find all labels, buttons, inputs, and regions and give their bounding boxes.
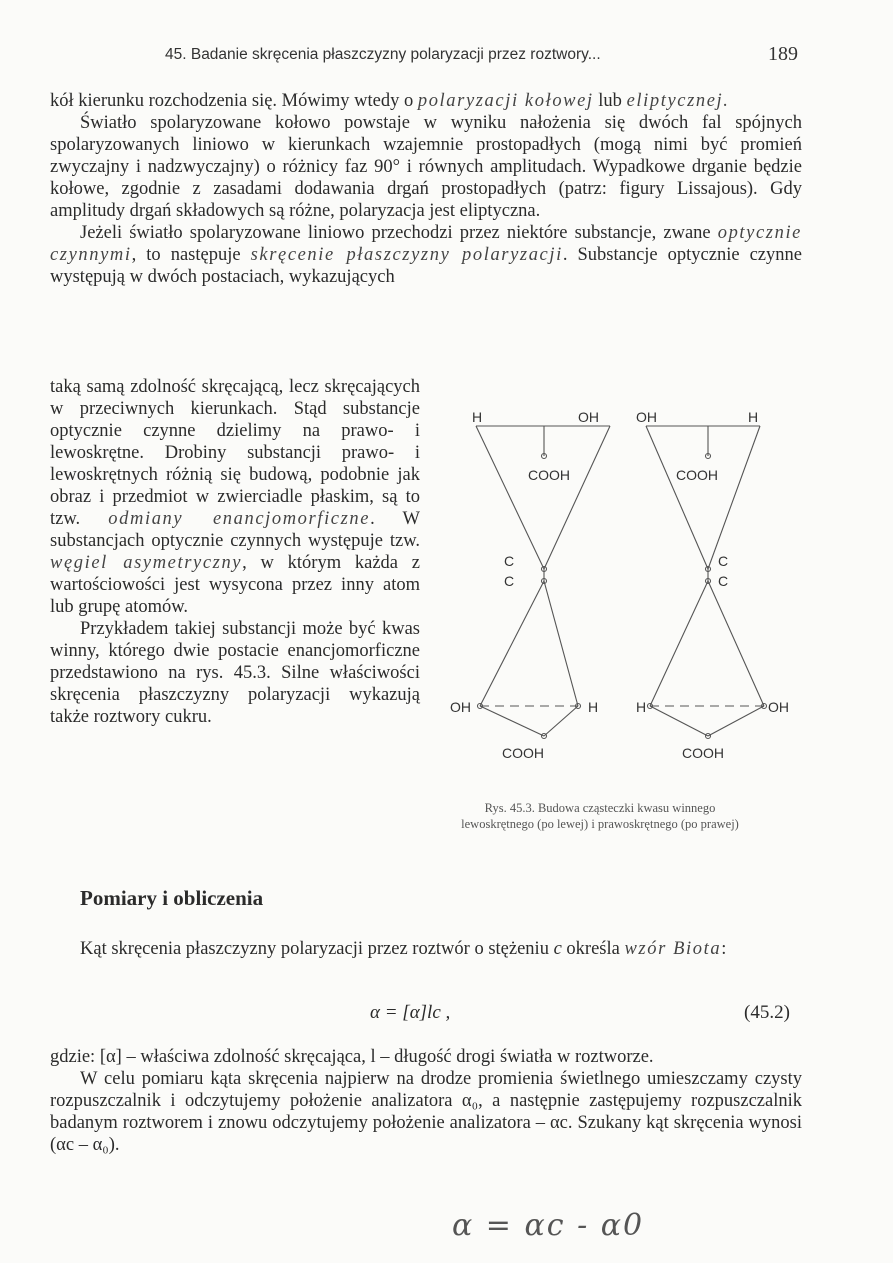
term-elliptical: eliptycznej. xyxy=(626,91,730,111)
text-column-left xyxy=(50,376,420,728)
paragraph-6: W celu pomiaru kąta skręcenia najpierw na drodze promienia świetlnego umieszczamy czysty rozpuszczalnik i odczytujemy położenie analizatora α₀, a następnie zastępujemy rozpuszczalnik badanym roztworem i znowu odczytujemy położenie analizatora – αc. Szukany kąt skręcenia wynosi (αc – α₀). xyxy=(50,1069,802,1155)
equation-number: (45.2) xyxy=(744,1002,790,1023)
right-label-cooh-top: COOH xyxy=(676,467,718,483)
term-rotation: skręcenie płaszczyzny polaryzacji xyxy=(250,245,563,265)
left-bottom-left-bond xyxy=(480,581,544,706)
left-bottom-right-bond xyxy=(544,581,578,706)
right-label-c-upper: C xyxy=(718,553,729,569)
tartaric-acid-figure xyxy=(440,400,800,780)
column-paragraph-2: Przykładem takiej substancji może być kwas winny, którego dwie postacie enancjomorficzne przedstawiono na rys. 45.3. Silne właściwości skręcenia płaszczyzny polaryzacji wykazują także roztwory cukru. xyxy=(50,619,420,727)
text-block-bottom xyxy=(50,1046,802,1156)
equation: α = [α]lc , xyxy=(370,1002,451,1023)
text-block-top xyxy=(50,90,802,288)
left-label-h-bottom: H xyxy=(588,699,599,715)
left-label-oh-bottom: OH xyxy=(450,699,471,715)
term-asymmetric-carbon: węgiel asymetryczny xyxy=(50,553,243,573)
left-label-c-upper: C xyxy=(504,553,515,569)
left-top-left-bond xyxy=(476,426,544,569)
term-enantiomorphic: odmiany enancjomorficzne xyxy=(108,509,371,529)
right-bottom-right-bond xyxy=(708,581,764,706)
left-base-right-bond xyxy=(544,706,578,736)
paragraph-5: gdzie: [α] – właściwa zdolność skręcająca, l – długość drogi światła w roztworze. xyxy=(50,1047,654,1067)
right-label-oh-top: OH xyxy=(636,409,657,425)
right-base-right-bond xyxy=(708,706,764,736)
page-number: 189 xyxy=(768,43,798,65)
right-top-left-bond xyxy=(646,426,708,569)
left-base-left-bond xyxy=(480,706,544,736)
right-label-h-bottom: H xyxy=(636,699,647,715)
column-paragraph-1: taką samą zdolność skręcającą, lecz skręcających w przeciwnych kierunkach. Stąd substancje optycznie czynne dzielimy na prawo- i lewoskrętne. Drobiny substancji prawo- i lewoskrętnych różnią się budową, podobnie jak obraz i przedmiot w zwierciadle płaskim, są to tzw. odmiany enancjomorficzne. W substancjach optycznie czynnych występuje tzw. węgiel asymetryczny, w którym każda z wartościowości jest wysycona przez inny atom lub grupę atomów. xyxy=(50,377,420,617)
left-label-cooh-top: COOH xyxy=(528,467,570,483)
right-base-left-bond xyxy=(650,706,708,736)
concentration-symbol: c xyxy=(553,939,562,959)
left-label-c-lower: C xyxy=(504,573,515,589)
section-title: Pomiary i obliczenia xyxy=(80,886,264,910)
right-label-oh-bottom: OH xyxy=(768,699,789,715)
figure-caption: Rys. 45.3. Budowa cząsteczki kwasu winnego lewoskrętnego (po lewej) i prawoskrętnego (po prawej) xyxy=(461,801,739,831)
term-biot-formula: wzór Biota xyxy=(624,939,722,959)
paragraph-2: Światło spolaryzowane kołowo powstaje w wyniku nałożenia się dwóch fal spójnych spolaryzowanych liniowo w kierunkach wzajemnie prostopadłych (mogą nimi być promień zwyczajny i nadzwyczajny) o różnicy faz 90° i równych amplitudach. Wypadkowe drganie będzie kołowe, zgodnie z zasadami dodawania drgań prostopadłych (patrz: figury Lissajous). Gdy amplitudy drgań składowych są różne, polaryzacja jest eliptyczna. xyxy=(50,113,802,221)
paragraph-3: Jeżeli światło spolaryzowane liniowo przechodzi przez niektóre substancje, zwane optycznie czynnymi, to następuje skręcenie płaszczyzny polaryzacji. Substancje optycznie czynne występują w dwóch postaciach, wykazujących xyxy=(50,223,802,287)
right-bottom-left-bond xyxy=(650,581,708,706)
right-label-c-lower: C xyxy=(718,573,729,589)
right-top-right-bond xyxy=(708,426,760,569)
term-circular-polarization: polaryzacji kołowej xyxy=(417,91,594,111)
paragraph-1: kół kierunku rozchodzenia się. Mówimy wtedy o polaryzacji kołowej lub eliptycznej. xyxy=(50,91,730,111)
left-label-h-top: H xyxy=(472,409,483,425)
running-title: 45. Badanie skręcenia płaszczyzny polaryzacji przez roztwory... xyxy=(165,46,601,63)
term-optically-active: optycznie czynnymi xyxy=(50,223,802,265)
paragraph-4: Kąt skręcenia płaszczyzny polaryzacji przez roztwór o stężeniu c określa wzór Biota: xyxy=(80,939,727,959)
left-top-right-bond xyxy=(544,426,610,569)
left-label-cooh-bottom: COOH xyxy=(502,745,544,761)
handwritten-note: α = αc - α0 xyxy=(452,1208,645,1243)
right-label-h-top: H xyxy=(748,409,759,425)
left-label-oh-top: OH xyxy=(578,409,599,425)
right-label-cooh-bottom: COOH xyxy=(682,745,724,761)
